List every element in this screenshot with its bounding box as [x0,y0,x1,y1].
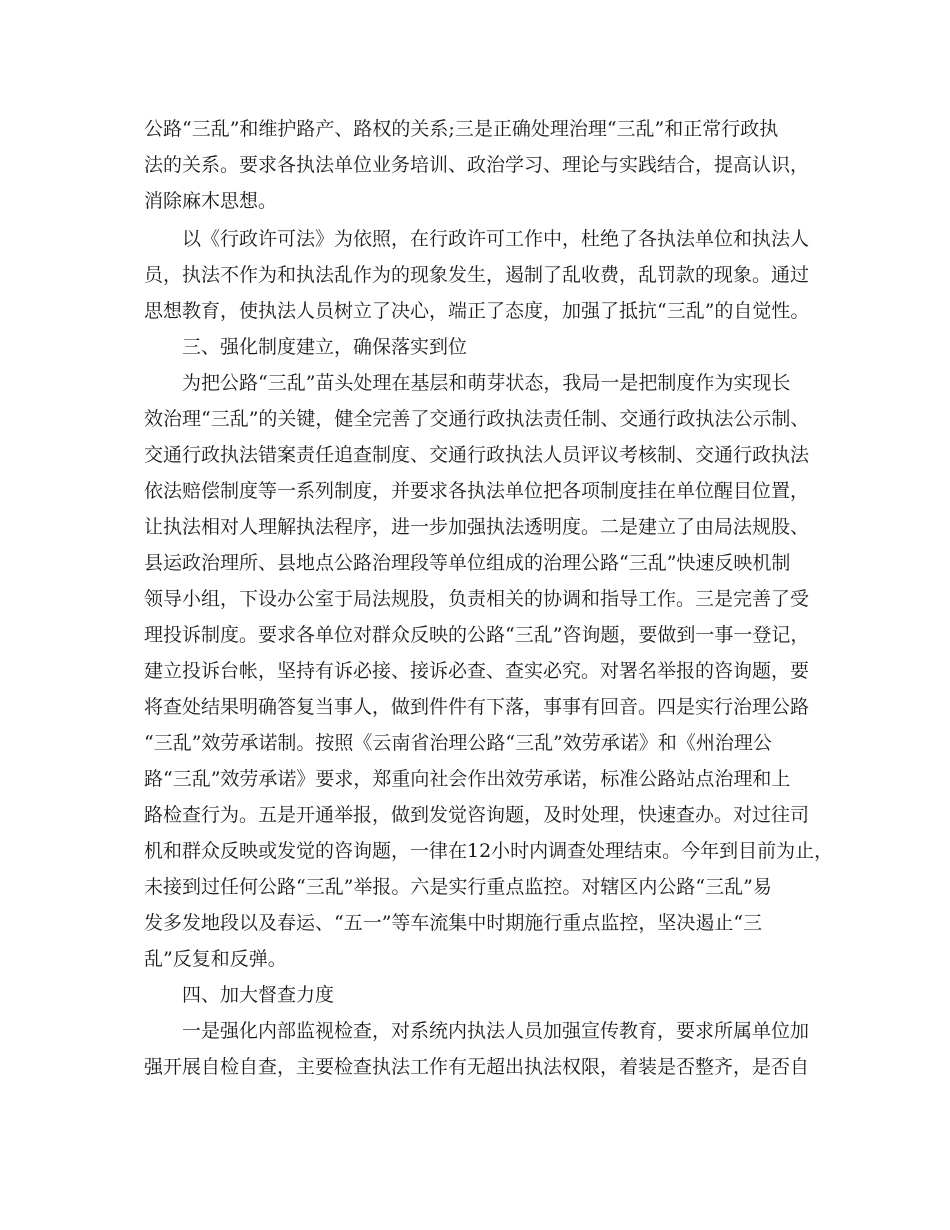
text-line: 将查处结果明确答复当事人，做到件件有下落，事事有回音。四是实行治理公路 [144,696,810,718]
paragraph-first-line: 一是强化内部监视检查，对系统内执法人员加强宣传教育，要求所属单位加 [182,1020,810,1042]
text-line: 效治理“三乱”的关键，健全完善了交通行政执法责任制、交通行政执法公示制、 [144,408,810,430]
text-line: 县运政治理所、县地点公路治理段等单位组成的治理公路“三乱”快速反映机制 [144,552,791,574]
paragraph-first-line: 以《行政许可法》为依照，在行政许可工作中，杜绝了各执法单位和执法人 [182,228,810,250]
text-line: 交通行政执法错案责任追查制度、交通行政执法人员评议考核制、交通行政执法 [144,444,810,466]
section-heading: 三、强化制度建立，确保落实到位 [182,336,468,358]
text-line: 员，执法不作为和执法乱作为的现象发生，遏制了乱收费，乱罚款的现象。通过 [144,264,810,286]
text-line: 发多发地段以及春运、“五一”等车流集中时期施行重点监控，坚决遏止“三 [144,912,763,934]
text-line: 未接到过任何公路“三乱”举报。六是实行重点监控。对辖区内公路“三乱”易 [144,876,772,898]
text-line: “三乱”效劳承诺制。按照《云南省治理公路“三乱”效劳承诺》和《州治理公 [144,732,772,754]
text-line: 路“三乱”效劳承诺》要求，郑重向社会作出效劳承诺，标准公路站点治理和上 [144,768,791,790]
text-line: 领导小组，下设办公室于局法规股，负责相关的协调和指导工作。三是完善了受 [144,588,810,610]
text-line: 乱”反复和反弹。 [144,948,287,970]
text-line: 依法赔偿制度等一系列制度，并要求各执法单位把各项制度挂在单位醒目位置， [144,480,810,502]
text-line: 思想教育，使执法人员树立了决心，端正了态度，加强了抵抗“三乱”的自觉性。 [144,300,810,322]
section-heading: 四、加大督查力度 [182,984,335,1006]
text-line: 法的关系。要求各执法单位业务培训、政治学习、理论与实践结合，提高认识， [144,154,810,176]
text-line: 让执法相对人理解执法程序，进一步加强执法透明度。二是建立了由局法规股、 [144,516,810,538]
text-line: 建立投诉台帐，坚持有诉必接、接诉必查、查实必究。对署名举报的咨询题，要 [144,660,810,682]
text-line: 路检查行为。五是开通举报，做到发觉咨询题，及时处理，快速查办。对过往司 [144,804,810,826]
text-line: 理投诉制度。要求各单位对群众反映的公路“三乱”咨询题，要做到一事一登记， [144,624,810,646]
paragraph-first-line: 为把公路“三乱”苗头处理在基层和萌芽状态，我局一是把制度作为实现长 [182,372,791,394]
text-line: 消除麻木思想。 [144,190,278,212]
text-line: 机和群众反映或发觉的咨询题，一律在12小时内调查处理结束。今年到目前为止， [144,840,834,862]
text-line: 强开展自检自查，主要检查执法工作有无超出执法权限，着装是否整齐，是否自 [144,1056,810,1078]
text-line: 公路“三乱”和维护路产、路权的关系;三是正确处理治理“三乱”和正常行政执 [144,118,779,140]
